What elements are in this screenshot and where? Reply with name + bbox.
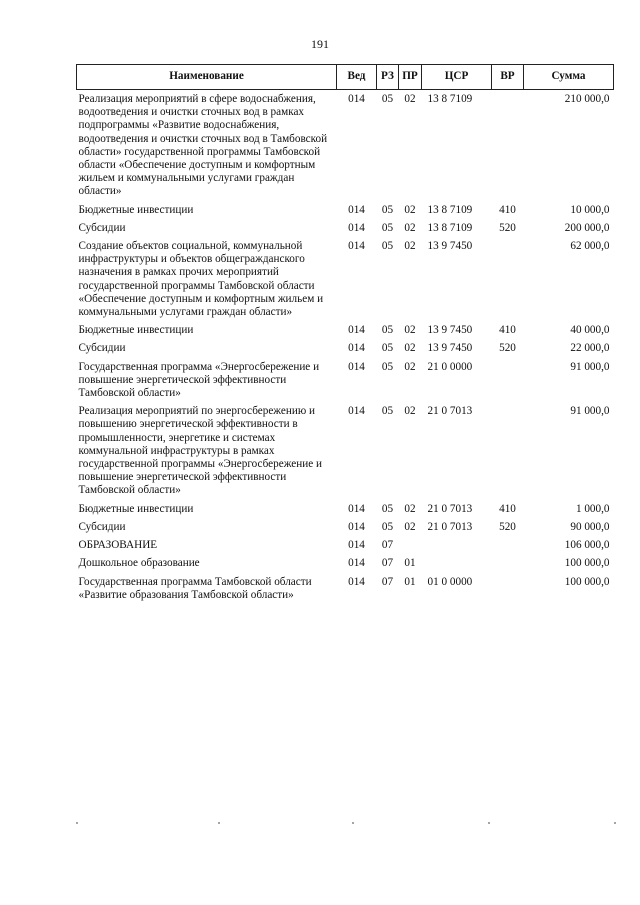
cell-vr xyxy=(492,90,524,201)
cell-vr: 410 xyxy=(499,502,516,515)
table-body xyxy=(77,90,614,604)
cell-sum: 10 000,0 xyxy=(570,203,610,216)
cell-vr xyxy=(492,237,524,321)
cell-rz: 05 xyxy=(381,502,394,515)
cell-rz: 07 xyxy=(381,575,394,588)
cell-sum: 62 000,0 xyxy=(570,240,610,253)
cell-pr: 02 xyxy=(404,360,416,373)
cell-sum: 90 000,0 xyxy=(570,520,610,533)
cell-sum: 100 000,0 xyxy=(564,557,610,570)
cell-name: Бюджетные инвестиции xyxy=(78,502,194,515)
header-rz: РЗ xyxy=(377,65,399,90)
cell-ved: 014 xyxy=(348,520,365,533)
cell-vr xyxy=(492,536,524,554)
cell-csr: 13 9 7450 xyxy=(427,324,473,337)
header-sum: Сумма xyxy=(524,65,614,90)
table-row xyxy=(77,554,614,572)
cell-rz: 05 xyxy=(381,405,394,418)
cell-name: ОБРАЗОВАНИЕ xyxy=(78,539,158,552)
cell-vr xyxy=(492,573,524,604)
cell-csr: 21 0 7013 xyxy=(427,520,473,533)
cell-csr: 13 9 7450 xyxy=(427,240,473,253)
cell-csr xyxy=(422,536,492,554)
header-name: Наименование xyxy=(77,65,337,90)
table-row xyxy=(77,237,614,321)
header-vr: ВР xyxy=(492,65,524,90)
cell-vr xyxy=(492,402,524,499)
cell-ved: 014 xyxy=(348,203,365,216)
cell-vr xyxy=(492,554,524,572)
cell-rz: 05 xyxy=(381,360,394,373)
cell-sum: 91 000,0 xyxy=(570,405,610,418)
table-header-row xyxy=(77,65,614,90)
budget-table xyxy=(76,64,614,604)
cell-sum: 200 000,0 xyxy=(564,221,610,234)
cell-vr: 520 xyxy=(499,520,516,533)
cell-pr: 02 xyxy=(404,240,416,253)
table-row xyxy=(77,339,614,357)
cell-rz: 05 xyxy=(381,324,394,337)
cell-csr: 13 8 7109 xyxy=(427,203,473,216)
cell-sum: 1 000,0 xyxy=(575,502,610,515)
cell-csr: 13 8 7109 xyxy=(427,221,473,234)
cell-ved: 014 xyxy=(348,93,365,105)
cell-ved: 014 xyxy=(348,240,365,253)
table-row xyxy=(77,402,614,499)
table-row xyxy=(77,219,614,237)
cell-csr: 21 0 7013 xyxy=(427,502,473,515)
cell-ved: 014 xyxy=(348,539,365,552)
cell-sum: 22 000,0 xyxy=(570,342,610,355)
cell-rz: 05 xyxy=(381,203,394,216)
cell-pr: 02 xyxy=(404,324,416,337)
cell-name: Государственная программа Тамбовской области «Развитие образования Тамбовской области» xyxy=(78,575,312,601)
scan-marks xyxy=(76,822,616,828)
cell-sum: 210 000,0 xyxy=(564,93,610,105)
header-csr: ЦСР xyxy=(422,65,492,90)
cell-name: Бюджетные инвестиции xyxy=(78,324,194,337)
cell-pr: 02 xyxy=(404,93,416,105)
cell-ved: 014 xyxy=(348,502,365,515)
cell-pr: 02 xyxy=(404,502,416,515)
cell-pr: 01 xyxy=(404,575,416,588)
cell-name: Бюджетные инвестиции xyxy=(78,203,194,216)
cell-rz: 05 xyxy=(381,240,394,253)
cell-ved: 014 xyxy=(348,405,365,418)
cell-rz: 07 xyxy=(381,539,394,552)
cell-ved: 014 xyxy=(348,342,365,355)
cell-vr: 410 xyxy=(499,324,516,337)
cell-pr: 02 xyxy=(404,342,416,355)
cell-csr: 21 0 0000 xyxy=(427,360,473,373)
cell-name: Государственная программа «Энергосбережение и повышение энергетической эффективности Тамбовской области» xyxy=(78,360,320,400)
cell-name: Реализация мероприятий в сфере водоснабжения, водоотведения и очистки сточных вод в рамках подпрограммы «Развитие водоснабжения, водоотведения и очистки сточных вод в Тамбовской области» государственной программы Тамбовской области «Обеспечение доступным и комфортным жильем и коммунальными услугами граждан области» xyxy=(78,93,328,198)
header-pr: ПР xyxy=(399,65,422,90)
header-ved: Вед xyxy=(337,65,377,90)
cell-vr: 520 xyxy=(499,221,516,234)
cell-pr: 02 xyxy=(404,221,416,234)
cell-vr: 410 xyxy=(499,203,516,216)
table-row xyxy=(77,201,614,219)
table-row xyxy=(77,573,614,604)
cell-name: Субсидии xyxy=(78,520,126,533)
cell-sum: 106 000,0 xyxy=(564,539,610,552)
cell-rz: 05 xyxy=(381,520,394,533)
cell-name: Субсидии xyxy=(78,221,126,234)
cell-pr: 02 xyxy=(404,405,416,418)
table-row xyxy=(77,358,614,403)
table-row xyxy=(77,500,614,518)
cell-csr: 01 0 0000 xyxy=(427,575,473,588)
cell-name: Создание объектов социальной, коммунальной инфраструктуры и объектов общегражданского назначения в рамках прочих мероприятий государственной программы Тамбовской области «Обеспечение доступным и комфортным жильем и коммунальными услугами граждан области» xyxy=(78,240,324,319)
table-row xyxy=(77,90,614,201)
cell-ved: 014 xyxy=(348,221,365,234)
cell-ved: 014 xyxy=(348,324,365,337)
cell-vr xyxy=(492,358,524,403)
cell-ved: 014 xyxy=(348,360,365,373)
table-row xyxy=(77,321,614,339)
cell-pr: 01 xyxy=(404,557,416,570)
table-row xyxy=(77,518,614,536)
cell-ved: 014 xyxy=(348,557,365,570)
table-row xyxy=(77,536,614,554)
cell-rz: 05 xyxy=(381,221,394,234)
cell-rz: 05 xyxy=(381,342,394,355)
cell-csr: 13 9 7450 xyxy=(427,342,473,355)
cell-pr: 02 xyxy=(404,203,416,216)
cell-csr: 13 8 7109 xyxy=(427,93,473,105)
cell-name: Субсидии xyxy=(78,342,126,355)
cell-vr: 520 xyxy=(499,342,516,355)
cell-rz: 05 xyxy=(381,93,394,105)
cell-pr: 02 xyxy=(404,520,416,533)
cell-csr: 21 0 7013 xyxy=(427,405,473,418)
cell-ved: 014 xyxy=(348,575,365,588)
cell-sum: 100 000,0 xyxy=(564,575,610,588)
cell-name: Дошкольное образование xyxy=(78,557,200,570)
cell-sum: 91 000,0 xyxy=(570,360,610,373)
cell-sum: 40 000,0 xyxy=(570,324,610,337)
cell-name: Реализация мероприятий по энергосбережению и повышению энергетической эффективности в промышленности, энергетике и системах коммунальной инфраструктуры в рамках государственной программы «Энергосбережение и повышение энергетической эффективности Тамбовской области» xyxy=(78,405,322,497)
cell-pr xyxy=(399,536,422,554)
cell-csr xyxy=(422,554,492,572)
cell-rz: 07 xyxy=(381,557,394,570)
page-number: 191 xyxy=(311,37,329,51)
